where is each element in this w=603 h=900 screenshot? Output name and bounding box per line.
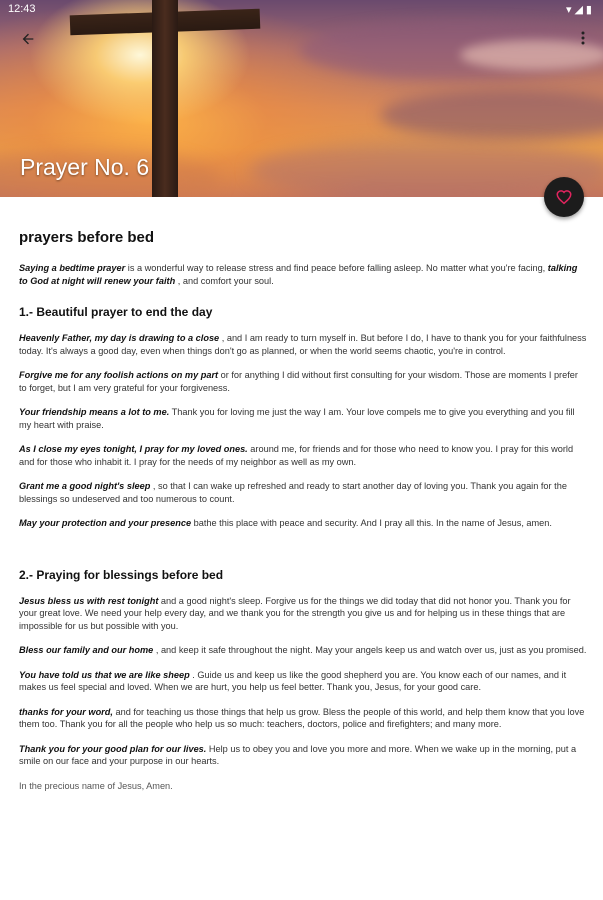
paragraph xyxy=(19,406,587,431)
body-text: and a good night's sleep. Forgive us for the things we did today that did not honor you. Thank you for your great love. We need your help every day, and we thank you for the strength you give us and for helping us in these things that are impossible for us but possible with you. xyxy=(19,595,571,631)
cross-icon xyxy=(152,0,178,197)
bold-text: May your protection and your presence xyxy=(19,518,192,528)
paragraph xyxy=(19,443,587,468)
bold-text: Forgive me for any foolish actions on my part xyxy=(19,370,219,380)
more-options-button[interactable] xyxy=(577,30,589,52)
paragraph xyxy=(19,595,587,633)
paragraph xyxy=(19,743,587,768)
status-bar xyxy=(0,0,603,20)
bold-text: You have told us that we are like sheep xyxy=(19,669,190,680)
page-title: Prayer No. 6 xyxy=(20,154,150,180)
more-vert-icon xyxy=(581,31,585,45)
bold-text: Your friendship means a lot to me. xyxy=(19,407,170,417)
body-text: bathe this place with peace and security. And I pray all this. In the name of Jesus, amen. xyxy=(191,518,552,528)
bold-text: Heavenly Father, my day is drawing to a close xyxy=(19,333,220,343)
article-title: prayers before bed xyxy=(19,229,155,246)
body-text: and for teaching us those things that help us grow. Bless the people of this world, and help them know that you love them too. Thank you for all the people who help us so much: teachers, doctors, police and firefighters; and many more. xyxy=(19,706,585,729)
body-text: Thank you for loving me just the way I am. Your love compels me to give you everything and you fill my heart with praise. xyxy=(19,407,575,430)
body-text: , and comfort your soul. xyxy=(175,275,274,286)
bold-text: Grant me a good night's sleep xyxy=(19,481,151,491)
bold-text: As I close my eyes tonight, I pray for my loved ones. xyxy=(19,444,248,454)
paragraph xyxy=(19,644,587,657)
section-heading: 2.- Praying for blessings before bed xyxy=(19,567,224,582)
paragraph xyxy=(19,480,587,505)
paragraph xyxy=(19,369,587,394)
header-image xyxy=(0,0,603,197)
body-text: or for anything I did without first consulting for your wisdom. Those are moments I prefer to forget, but I am very grateful for your forgiveness. xyxy=(19,370,578,393)
body-text: is a wonderful way to release stress and find peace before falling asleep. No matter what you're facing, xyxy=(125,263,548,273)
intro-paragraph xyxy=(19,262,587,287)
bold-text: Bless our family and our home xyxy=(19,645,154,655)
heart-outline-icon xyxy=(555,188,573,206)
closing-paragraph: In the precious name of Jesus, Amen. xyxy=(19,780,173,791)
status-time: 12:43 xyxy=(8,3,36,15)
bold-text: talking to God at night will renew your faith xyxy=(19,263,578,286)
body-text: , and keep it safe throughout the night. May your angels keep us and watch over us, just as you promised. xyxy=(153,645,587,655)
arrow-left-icon xyxy=(20,31,36,47)
cloud xyxy=(380,90,603,140)
article xyxy=(19,229,587,804)
body-text: . Guide us and keep us like the good shepherd you are. You know each of our names, and it makes us feel special and loved. When we are hurt, you help us feel better. Thank you, Jesus, for your good care. xyxy=(19,669,567,692)
bold-text: thanks for your word, xyxy=(19,706,113,717)
paragraph xyxy=(19,706,587,731)
paragraph xyxy=(19,517,587,530)
bold-text: Saying a bedtime prayer xyxy=(19,263,126,273)
bold-text: Thank you for your good plan for our lives. xyxy=(19,743,207,754)
body-text: , and I am ready to turn myself in. But before I do, I have to thank you for your faithfulness today. It's always a good day, even when things don't go as planned, or when the world seems chaotic, you're in control. xyxy=(19,333,587,356)
body-text: , so that I can wake up refreshed and ready to start another day of loving you. Thank you again for the blessings so undeserved and too numerous to count. xyxy=(19,481,567,504)
body-text: Help us to obey you and love you more and more. When we wake up in the morning, put a smile on our face and your purpose in our hearts. xyxy=(19,743,577,766)
body-text: around me, for friends and for those who need to know you. I pray for this world and for those who inhabit it. I pray for the needs of my neighbor as well as my own. xyxy=(19,444,574,467)
section-heading: 1.- Beautiful prayer to end the day xyxy=(19,305,213,319)
paragraph xyxy=(19,669,587,694)
paragraph xyxy=(19,332,587,357)
bold-text: Jesus bless us with rest tonight xyxy=(19,595,159,606)
back-button[interactable] xyxy=(16,30,40,52)
status-icons: ▾◢▮ xyxy=(565,4,595,16)
favorite-button[interactable] xyxy=(544,177,584,217)
